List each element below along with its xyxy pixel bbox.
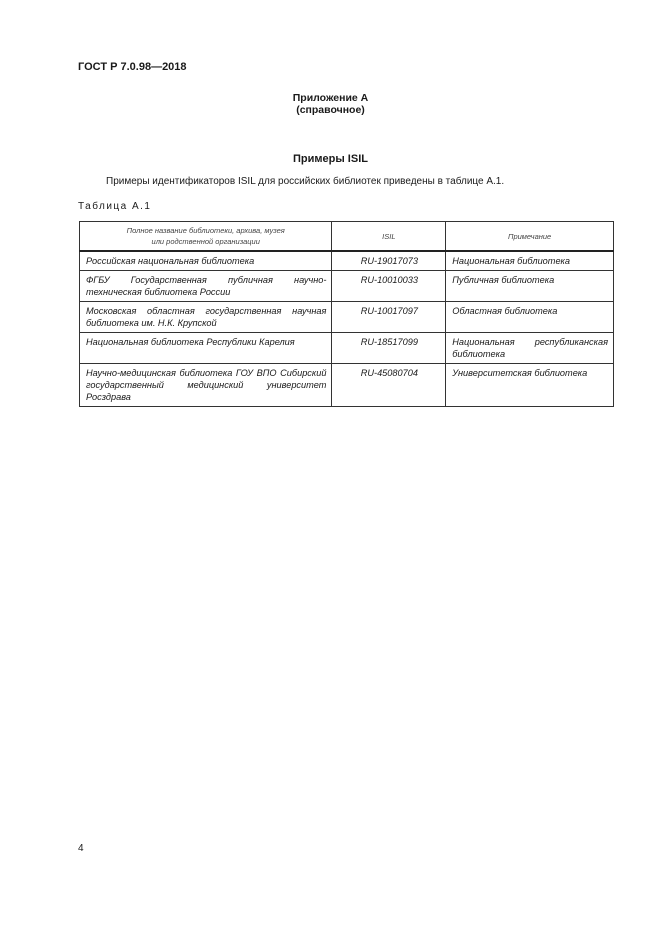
header-isil: ISIL: [332, 222, 446, 252]
intro-paragraph: Примеры идентификаторов ISIL для российских библиотек приведены в таблице А.1.: [106, 176, 505, 187]
appendix-type: (справочное): [296, 104, 365, 116]
appendix-title: Приложение А: [292, 92, 369, 104]
cell-isil: RU-19017073: [332, 251, 446, 271]
table-row: [80, 364, 614, 407]
cell-isil: RU-45080704: [332, 364, 446, 407]
table-row: [80, 302, 614, 333]
cell-isil: RU-10017097: [332, 302, 446, 333]
table-row: [80, 333, 614, 364]
cell-name: ФГБУ Государственная публичная научно-техническая библиотека России: [80, 271, 332, 302]
header-note: Примечание: [446, 222, 614, 252]
table-caption: Таблица А.1: [78, 201, 152, 212]
cell-note: Университетская библиотека: [446, 364, 614, 407]
cell-name: Научно-медицинская библиотека ГОУ ВПО Сибирский государственный медицинский университет Росздрава: [80, 364, 332, 407]
page-number: 4: [78, 843, 84, 854]
header-name: [80, 222, 332, 252]
cell-name: Национальная библиотека Республики Карелия: [80, 333, 332, 364]
cell-name: Московская областная государственная научная библиотека им. Н.К. Крупской: [80, 302, 332, 333]
isil-table: [79, 221, 614, 407]
header-name-line1: Полное название библиотеки, архива, музея: [126, 226, 285, 235]
cell-note: Национальная библиотека: [446, 251, 614, 271]
cell-isil: RU-18517099: [332, 333, 446, 364]
cell-note: Национальная республиканская библиотека: [446, 333, 614, 364]
table-row: [80, 271, 614, 302]
table-header-row: [80, 222, 614, 252]
cell-note: Публичная библиотека: [446, 271, 614, 302]
document-code: ГОСТ Р 7.0.98—2018: [78, 61, 187, 73]
table-row: [80, 251, 614, 271]
cell-note: Областная библиотека: [446, 302, 614, 333]
cell-isil: RU-10010033: [332, 271, 446, 302]
section-title: Примеры ISIL: [293, 153, 368, 165]
header-name-line2: или родственной организации: [151, 237, 260, 246]
cell-name: Российская национальная библиотека: [80, 251, 332, 271]
